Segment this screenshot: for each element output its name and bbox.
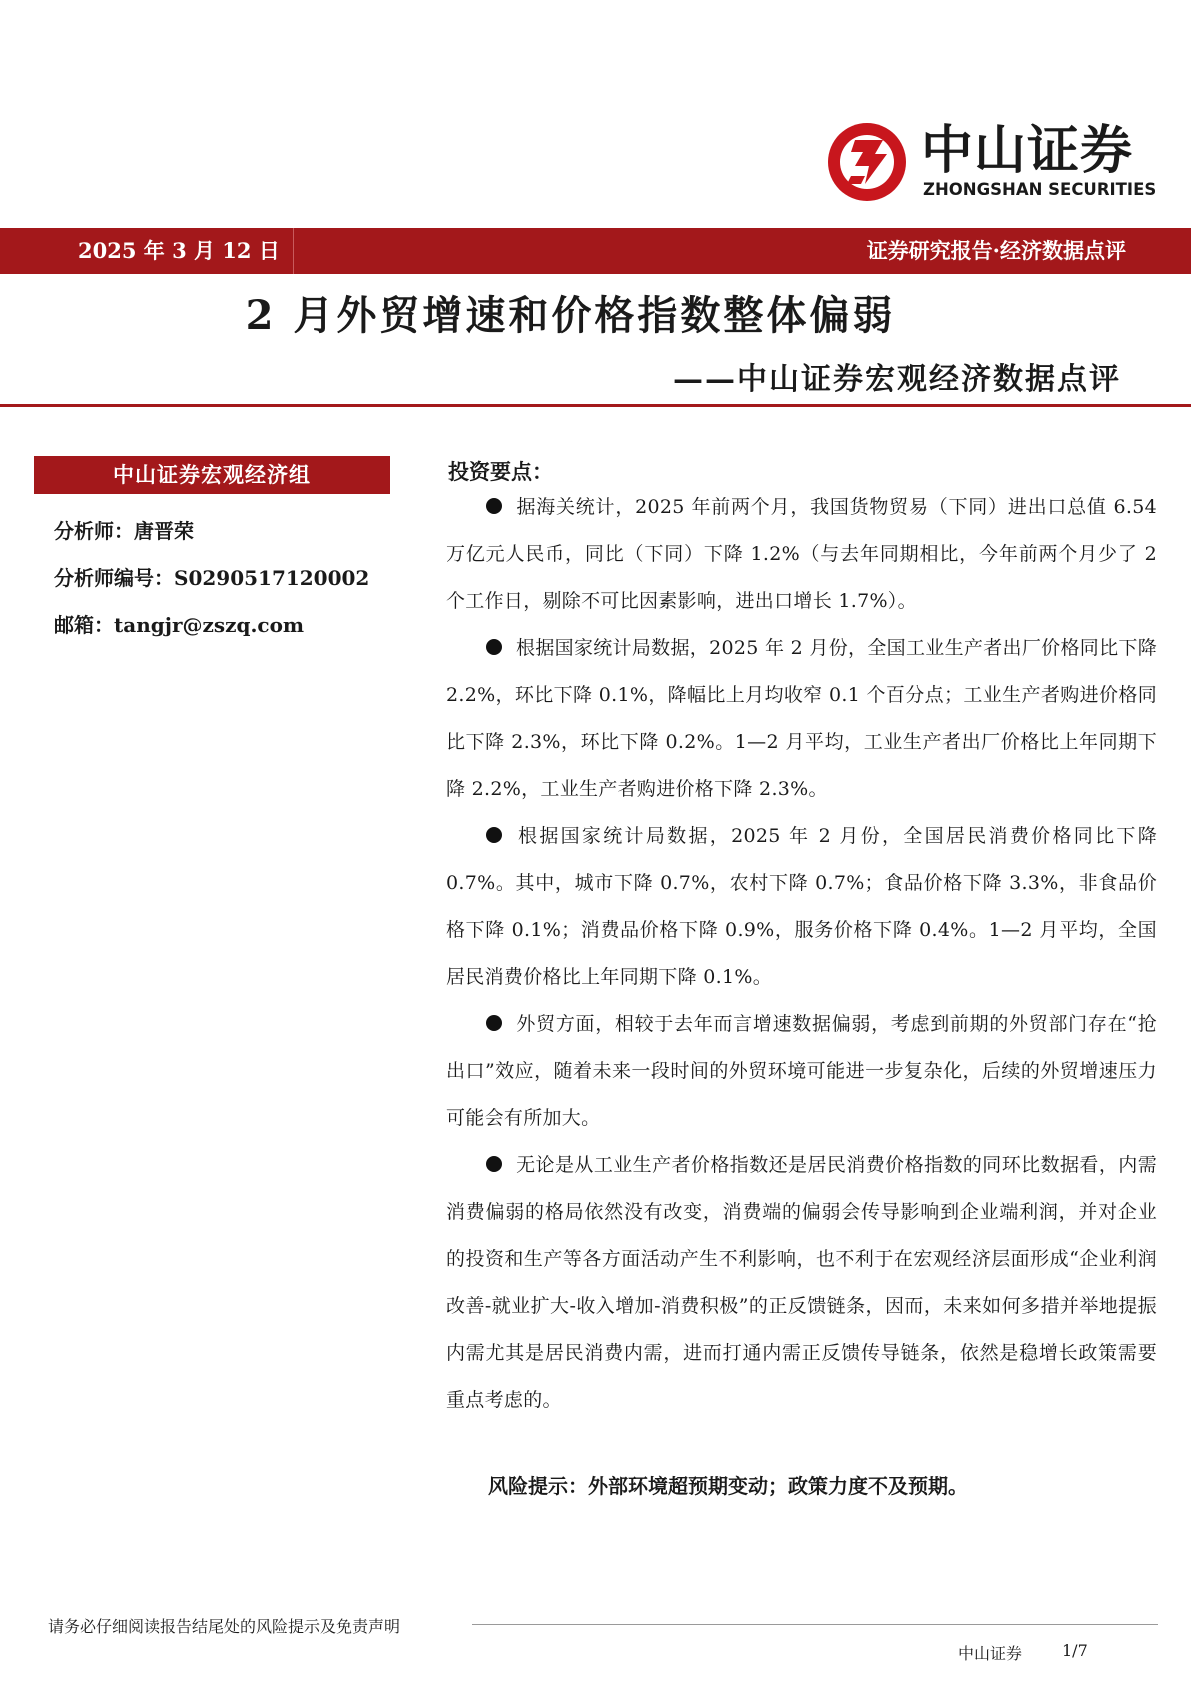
page-number: 1/7 xyxy=(1062,1641,1088,1660)
list-item xyxy=(446,813,1157,1001)
bullet-icon xyxy=(486,1156,502,1172)
header-band xyxy=(0,228,1191,274)
analyst-email: 邮箱：tangjr@zszq.com xyxy=(54,613,305,637)
footer-divider xyxy=(472,1624,1158,1625)
bullet-text: 据海关统计，2025 年前两个月，我国货物贸易（下同）进出口总值 6.54 万亿元人民币，同比（下同）下降 1.2%（与去年同期相比，今年前两个月少了 2 个工作日，剔除不可比因素影响，进出口增长 1.7%）。 xyxy=(446,496,1157,612)
company-logo xyxy=(825,120,1155,210)
analyst-name: 分析师：唐晋荣 xyxy=(54,519,194,543)
risk-warning: 风险提示：外部环境超预期变动；政策力度不及预期。 xyxy=(488,1474,968,1498)
zhongshan-logo-icon xyxy=(825,120,909,204)
bullet-text: 无论是从工业生产者价格指数还是居民消费价格指数的同环比数据看，内需消费偏弱的格局依然没有改变，消费端的偏弱会传导影响到企业端利润，并对企业的投资和生产等各方面活动产生不利影响，也不利于在宏观经济层面形成“企业利润改善-就业扩大-收入增加-消费积极”的正反馈链条，因而，未来如何多措并举地提振内需尤其是居民消费内需，进而打通内需正反馈传导链条，依然是稳增长政策需要重点考虑的。 xyxy=(446,1154,1157,1411)
bullet-text: 外贸方面，相较于去年而言增速数据偏弱，考虑到前期的外贸部门存在“抢出口”效应，随着未来一段时间的外贸环境可能进一步复杂化，后续的外贸增速压力可能会有所加大。 xyxy=(446,1013,1157,1129)
bullet-icon xyxy=(486,498,502,514)
footer-company: 中山证券 xyxy=(958,1644,1023,1663)
header-divider xyxy=(293,228,294,274)
list-item xyxy=(446,1142,1157,1424)
page-subtitle: ——中山证券宏观经济数据点评 xyxy=(673,362,1121,397)
logo-name-en: ZHONGSHAN SECURITIES xyxy=(923,180,1157,199)
analyst-id: 分析师编号：S0290517120002 xyxy=(54,566,370,590)
bullet-text: 根据国家统计局数据，2025 年 2 月份，全国居民消费价格同比下降 0.7%。其中，城市下降 0.7%，农村下降 0.7%；食品价格下降 3.3%，非食品价格下降 0.1%；消费品价格下降 0.9%，服务价格下降 0.4%。1—2 月平均，全国居民消费价格比上年同期下降 0.1%。 xyxy=(446,825,1157,988)
footer-disclaimer-notice: 请务必仔细阅读报告结尾处的风险提示及免责声明 xyxy=(48,1617,401,1636)
list-item xyxy=(446,484,1157,625)
key-points-heading: 投资要点： xyxy=(448,459,553,484)
list-item xyxy=(446,1001,1157,1142)
title-divider xyxy=(0,404,1191,407)
bullet-icon xyxy=(486,827,502,843)
page-title: 2 月外贸增速和价格指数整体偏弱 xyxy=(245,292,896,339)
report-type: 证券研究报告·经济数据点评 xyxy=(866,238,1126,263)
logo-name-cn: 中山证券 xyxy=(921,121,1134,181)
team-label: 中山证券宏观经济组 xyxy=(34,456,390,494)
key-points-list xyxy=(446,484,1157,1424)
bullet-text: 根据国家统计局数据，2025 年 2 月份，全国工业生产者出厂价格同比下降 2.2%，环比下降 0.1%，降幅比上月均收窄 0.1 个百分点；工业生产者购进价格同比下降 2.3%，环比下降 0.2%。1—2 月平均，工业生产者出厂价格比上年同期下降 2.2%，工业生产者购进价格下降 2.3%。 xyxy=(446,637,1157,800)
bullet-icon xyxy=(486,1015,502,1031)
list-item xyxy=(446,625,1157,813)
bullet-icon xyxy=(486,639,502,655)
report-date: 2025 年 3 月 12 日 xyxy=(78,238,280,263)
